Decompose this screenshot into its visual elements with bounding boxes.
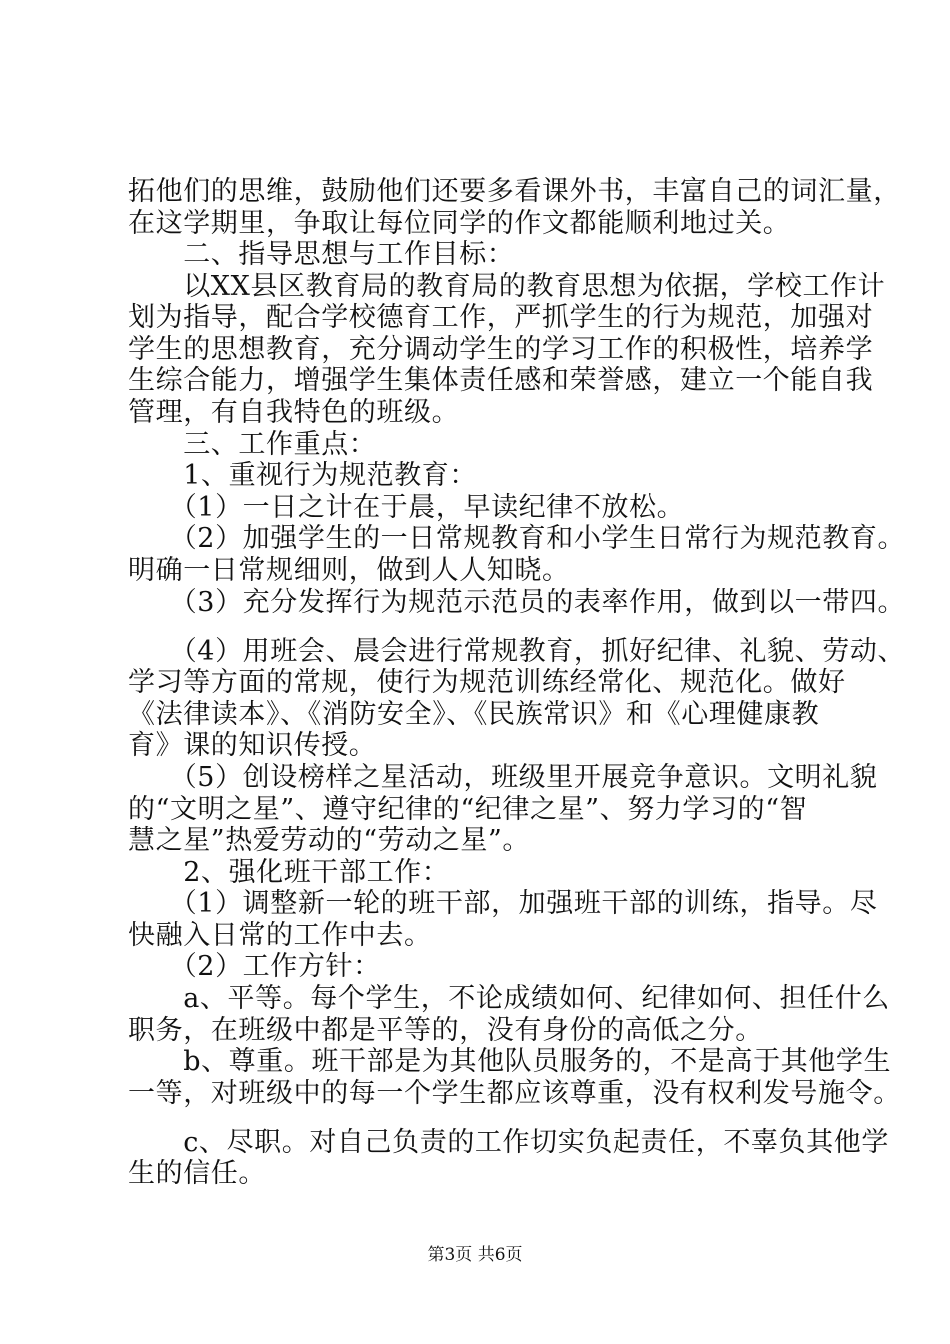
text-line: 一等，对班级中的每一个学生都应该尊重，没有权利发号施令。	[128, 1078, 901, 1109]
text-line: 生的信任。	[128, 1158, 266, 1189]
list-item: b、尊重。班干部是为其他队员服务的，不是高于其他学生	[128, 1046, 892, 1077]
text-line: 快融入日常的工作中去。	[128, 920, 432, 951]
text-line: 在这学期里，争取让每位同学的作文都能顺利地过关。	[128, 208, 791, 239]
section-heading: 三、工作重点：	[128, 429, 377, 460]
text-line: 生综合能力，增强学生集体责任感和荣誉感，建立一个能自我	[128, 365, 874, 396]
list-item: （2）工作方针：	[128, 951, 381, 982]
text-line: 职务，在班级中都是平等的，没有身份的高低之分。	[128, 1015, 763, 1046]
list-item: （1）调整新一轮的班干部，加强班干部的训练，指导。尽	[128, 888, 878, 919]
list-item: c、尽职。对自己负责的工作切实负起责任，不辜负其他学	[128, 1127, 889, 1158]
section-heading: 二、指导思想与工作目标：	[128, 239, 515, 270]
text-line: 慧之星”热爱劳动的“劳动之星”。	[128, 825, 531, 856]
text-line: 明确一日常规细则，做到人人知晓。	[128, 555, 570, 586]
text-line: 管理，有自我特色的班级。	[128, 397, 460, 428]
subsection-heading: 2、强化班干部工作：	[128, 857, 450, 888]
list-item: （3）充分发挥行为规范示范员的表率作用，做到以一带四。	[128, 587, 906, 618]
text-line: 划为指导，配合学校德育工作，严抓学生的行为规范，加强对	[128, 302, 874, 333]
text-line: 育》课的知识传授。	[128, 730, 377, 761]
text-line: 的“文明之星”、遵守纪律的“纪律之星”、努力学习的“智	[128, 794, 808, 825]
text-line: 拓他们的思维，鼓励他们还要多看课外书，丰富自己的词汇量，	[128, 176, 901, 207]
text-line: 学生的思想教育，充分调动学生的学习工作的积极性，培养学	[128, 334, 874, 365]
list-item: （4）用班会、晨会进行常规教育，抓好纪律、礼貌、劳动、	[128, 636, 906, 667]
text-line: 《法律读本》、《消防安全》、《民族常识》和《心理健康教	[128, 699, 820, 730]
list-item: （5）创设榜样之星活动，班级里开展竞争意识。文明礼貌	[128, 762, 878, 793]
text-line: 以XX县区教育局的教育局的教育思想为依据，学校工作计	[128, 271, 886, 302]
text-line: 学习等方面的常规，使行为规范训练经常化、规范化。做好	[128, 667, 846, 698]
subsection-heading: 1、重视行为规范教育：	[128, 460, 477, 491]
list-item: a、平等。每个学生，不论成绩如何、纪律如何、担任什么	[128, 983, 890, 1014]
list-item: （2）加强学生的一日常规教育和小学生日常行为规范教育。	[128, 523, 906, 554]
list-item: （1）一日之计在于晨，早读纪律不放松。	[128, 492, 685, 523]
page-footer: 第3页 共6页	[427, 1245, 523, 1265]
